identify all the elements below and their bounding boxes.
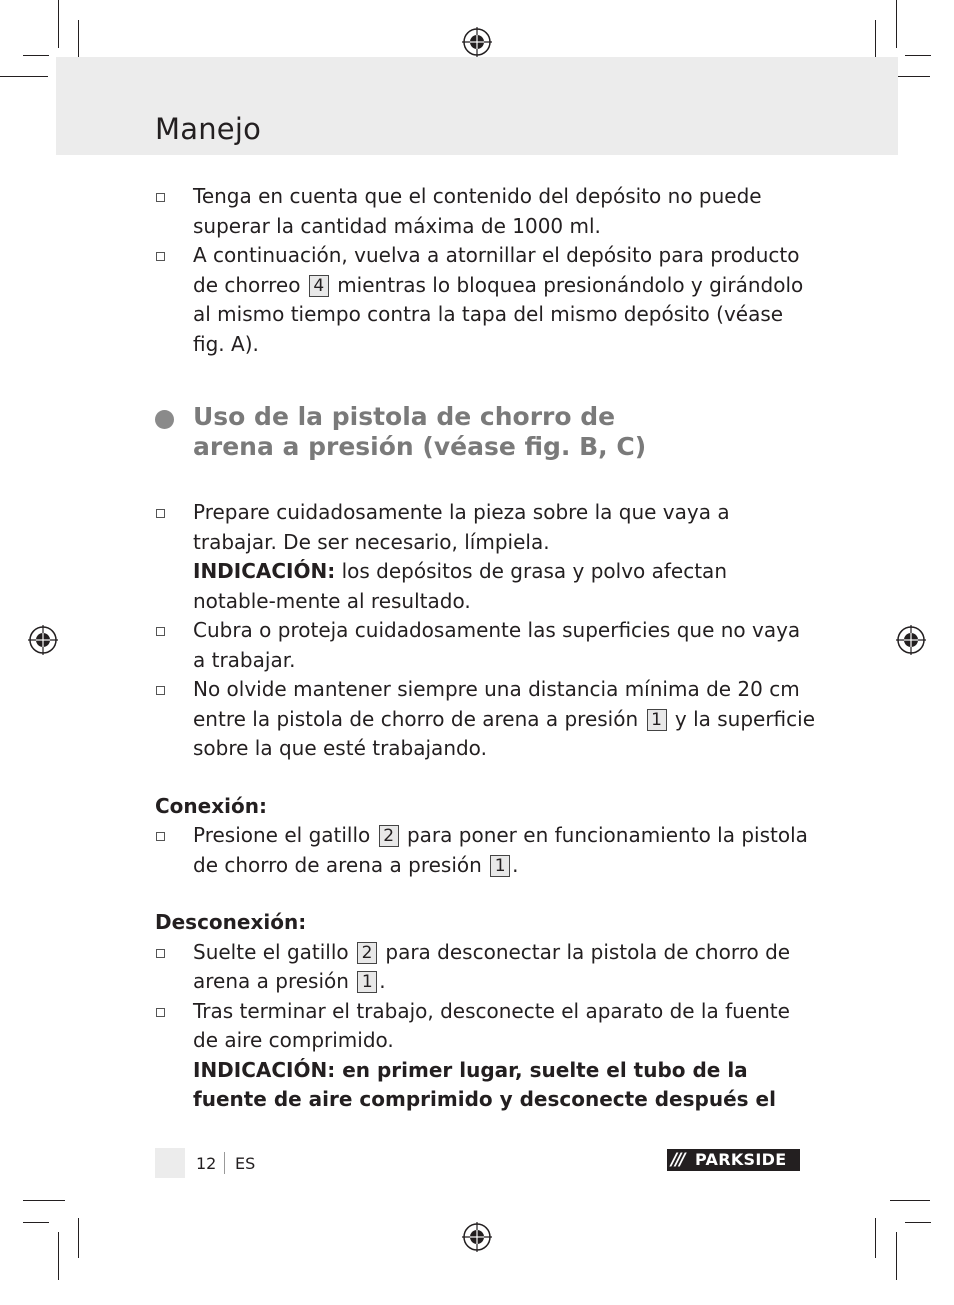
subheading-conexion: Conexión:: [155, 793, 267, 818]
note-label: INDICACIÓN:: [193, 559, 336, 583]
registration-mark-icon: [896, 625, 926, 655]
crop-mark: [58, 1232, 59, 1280]
footer-box: [155, 1148, 185, 1178]
language-code: ES: [235, 1154, 256, 1173]
crop-mark: [905, 55, 931, 56]
part-reference-badge: 4: [309, 275, 329, 297]
list-item: [155, 997, 815, 1115]
page-title: Manejo: [155, 112, 262, 146]
list-item: [155, 821, 815, 880]
footer-divider: [224, 1152, 225, 1174]
item-text: No olvide mantener siempre una distancia mínima de 20 cm entre la pistola de chorro de arena a presión 1 y la superficie sobre la que esté trabajando.: [193, 677, 816, 760]
crop-mark: [890, 1200, 930, 1201]
checkbox-bullet-icon: [156, 627, 165, 636]
parkside-logo: [667, 1149, 800, 1171]
crop-mark: [58, 0, 59, 48]
bullet-dot-icon: [155, 410, 174, 429]
checkbox-bullet-icon: [156, 1008, 165, 1017]
note-text: INDICACIÓN: los depósitos de grasa y polvo afectan notable-mente al resultado.: [193, 559, 727, 613]
list-item: [155, 675, 815, 764]
part-reference-badge: 1: [647, 709, 667, 731]
logo-stripes-icon: ///: [671, 1150, 684, 1170]
crop-mark: [875, 1218, 876, 1258]
crop-mark: [0, 76, 48, 77]
list-item: [155, 182, 815, 241]
logo-text: PARKSIDE: [695, 1150, 787, 1169]
item-text: Suelte el gatillo 2 para desconectar la pistola de chorro de arena a presión 1 .: [193, 939, 791, 993]
checkbox-bullet-icon: [156, 193, 165, 202]
checkbox-bullet-icon: [156, 252, 165, 261]
crop-mark: [23, 1222, 49, 1223]
list-item: [155, 938, 815, 997]
item-text: Cubra o proteja cuidadosamente las superficies que no vaya a trabajar.: [193, 618, 801, 672]
crop-mark: [78, 1218, 79, 1258]
item-text: Tras terminar el trabajo, desconecte el aparato de la fuente de aire comprimido.: [193, 998, 790, 1052]
crop-mark: [23, 1200, 65, 1201]
subheading-desconexion: Desconexión:: [155, 910, 307, 934]
item-text: A continuación, vuelva a atornillar el depósito para producto de chorreo 4 mientras lo bloquea presionándolo y girándolo al mismo tiempo contra la tapa del mismo depósito (véase fig. A).: [193, 243, 804, 356]
crop-mark: [23, 55, 49, 56]
crop-mark: [78, 20, 79, 62]
checkbox-bullet-icon: [156, 949, 165, 958]
list-item: [155, 241, 815, 359]
crop-mark: [875, 20, 876, 62]
registration-mark-icon: [462, 1222, 492, 1252]
crop-mark: [896, 1232, 897, 1280]
checkbox-bullet-icon: [156, 832, 165, 841]
part-reference-badge: 2: [357, 942, 377, 964]
item-text: Presione el gatillo 2 para poner en funcionamiento la pistola de chorro de arena a presión 1 .: [193, 823, 808, 877]
part-reference-badge: 1: [490, 855, 510, 877]
registration-mark-icon: [462, 27, 492, 57]
checkbox-bullet-icon: [156, 509, 165, 518]
item-text: Tenga en cuenta que el contenido del depósito no puede superar la cantidad máxima de 1000 ml.: [193, 184, 762, 238]
item-text: Prepare cuidadosamente la pieza sobre la que vaya a trabajar. De ser necesario, límpiela.: [193, 500, 730, 554]
registration-mark-icon: [28, 625, 58, 655]
crop-mark: [905, 1222, 931, 1223]
section-title: Uso de la pistola de chorro de arena a presión (véase fig. B, C): [193, 402, 647, 461]
crop-mark: [896, 0, 897, 48]
main-content: [155, 182, 815, 1115]
list-item: [155, 498, 815, 616]
list-item: [155, 616, 815, 675]
checkbox-bullet-icon: [156, 686, 165, 695]
part-reference-badge: 1: [357, 971, 377, 993]
page-number: 12: [196, 1154, 217, 1173]
note-text: INDICACIÓN: en primer lugar, suelte el tubo de la fuente de aire comprimido y desconecte después el: [193, 1057, 776, 1111]
part-reference-badge: 2: [379, 825, 399, 847]
section-heading: [155, 402, 815, 462]
